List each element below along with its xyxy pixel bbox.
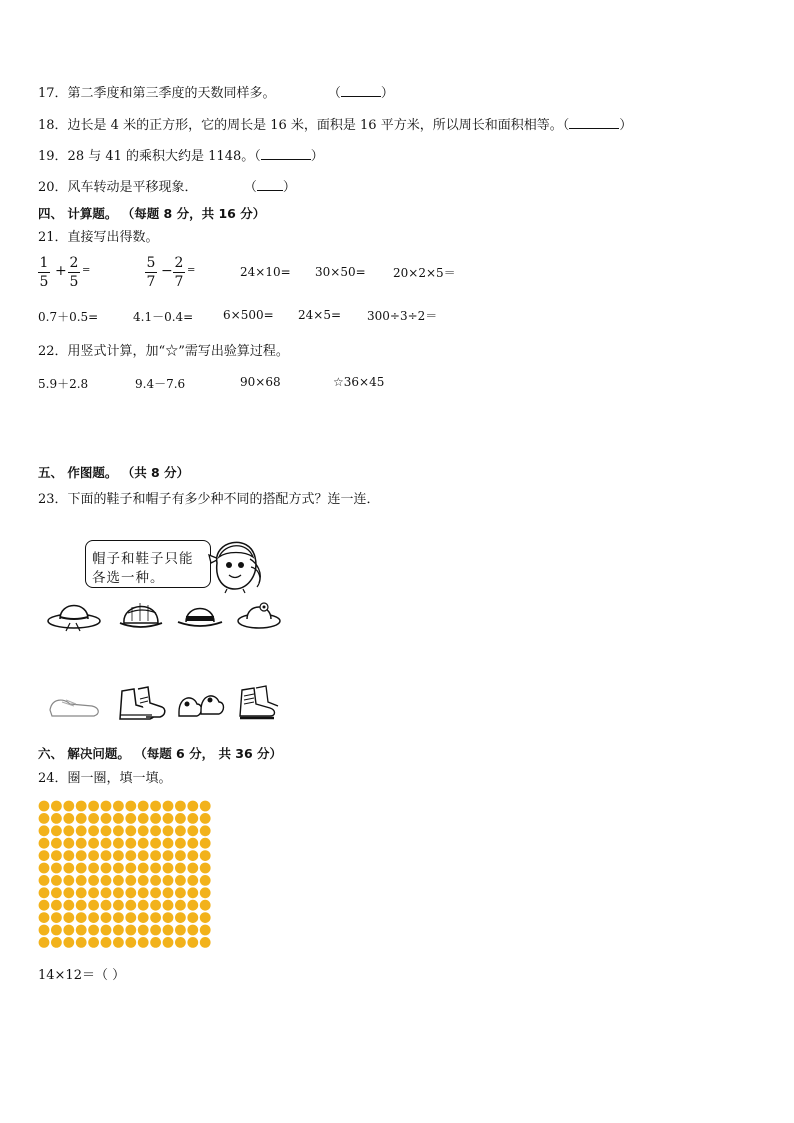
dot[interactable] [76, 801, 87, 812]
dot[interactable] [63, 900, 74, 911]
question-19-text: 19．28 与 41 的乘积大约是 1148。 [38, 149, 255, 164]
dot[interactable] [187, 887, 198, 898]
dot[interactable] [150, 825, 161, 836]
question-18-text: 18．边长是 4 米的正方形，它的周长是 16 米，面积是 16 平方米，所以周长和面积相等。 [38, 118, 563, 133]
dot[interactable] [88, 925, 99, 936]
dot[interactable] [76, 813, 87, 824]
dot[interactable] [150, 801, 161, 812]
dot[interactable] [63, 850, 74, 861]
dot[interactable] [88, 887, 99, 898]
dot[interactable] [88, 850, 99, 861]
kids-shoes-icon [175, 686, 227, 720]
dot[interactable] [187, 900, 198, 911]
dot[interactable] [150, 863, 161, 874]
dot[interactable] [113, 875, 124, 886]
dot[interactable] [200, 937, 211, 948]
question-21-text: 21．直接写出得数。 [38, 230, 159, 245]
dot[interactable] [150, 887, 161, 898]
section-4-heading: 四、 计算题。 （每题 8 分，共 16 分） [38, 206, 266, 221]
dot[interactable] [76, 825, 87, 836]
dot[interactable] [39, 925, 50, 936]
dot[interactable] [76, 937, 87, 948]
dot[interactable] [51, 863, 62, 874]
dot[interactable] [200, 925, 211, 936]
dot[interactable] [113, 887, 124, 898]
high-top-sneakers-icon [236, 684, 280, 722]
dot[interactable] [88, 912, 99, 923]
dot[interactable] [101, 813, 112, 824]
plus-operator: + [55, 263, 67, 279]
calc-item: 24×5= [298, 308, 342, 322]
dot[interactable] [175, 925, 186, 936]
dot[interactable] [88, 838, 99, 849]
dot[interactable] [51, 801, 62, 812]
dot[interactable] [200, 912, 211, 923]
dot[interactable] [200, 850, 211, 861]
dot[interactable] [39, 912, 50, 923]
question-20-text: 20．风车转动是平移现象． [38, 180, 198, 195]
dot[interactable] [51, 813, 62, 824]
question-19: 19．28 与 41 的乘积大约是 1148。（ ） [38, 149, 324, 164]
dot[interactable] [113, 912, 124, 923]
flower-hat-icon [236, 597, 282, 633]
dot[interactable] [39, 863, 50, 874]
dot[interactable] [125, 863, 136, 874]
dot[interactable] [138, 925, 149, 936]
answer-blank-19[interactable] [261, 147, 311, 160]
dot[interactable] [51, 937, 62, 948]
dot[interactable] [76, 838, 87, 849]
dot[interactable] [138, 875, 149, 886]
question-23-text: 23．下面的鞋子和帽子有多少种不同的搭配方式？连一连． [38, 492, 380, 507]
dot[interactable] [150, 925, 161, 936]
dot[interactable] [125, 925, 136, 936]
answer-blank-17[interactable] [341, 84, 381, 97]
dot[interactable] [39, 937, 50, 948]
dot[interactable] [138, 825, 149, 836]
dot[interactable] [175, 863, 186, 874]
vertical-calc-item: ☆36×45 [333, 375, 385, 389]
sneaker-icon [46, 690, 102, 720]
dot[interactable] [200, 900, 211, 911]
dot[interactable] [101, 801, 112, 812]
equals-sign: = [82, 265, 91, 276]
dot[interactable] [125, 813, 136, 824]
dot[interactable] [163, 887, 174, 898]
dot[interactable] [138, 813, 149, 824]
dot[interactable] [39, 875, 50, 886]
dot[interactable] [51, 900, 62, 911]
dot[interactable] [63, 912, 74, 923]
dot[interactable] [113, 801, 124, 812]
dot[interactable] [113, 925, 124, 936]
dot[interactable] [113, 813, 124, 824]
dot[interactable] [138, 900, 149, 911]
calc-item: 4.1－0.4= [133, 310, 194, 324]
dot[interactable] [125, 838, 136, 849]
dot[interactable] [187, 801, 198, 812]
dot[interactable] [51, 875, 62, 886]
dot[interactable] [163, 850, 174, 861]
dot[interactable] [51, 887, 62, 898]
dot[interactable] [187, 937, 198, 948]
question-24-equation: 14×12＝（ ） [38, 968, 126, 983]
dot-grid[interactable] [38, 800, 214, 950]
question-17: 17．第二季度和第三季度的天数同样多。 （ ） [38, 86, 394, 101]
dot[interactable] [200, 801, 211, 812]
calc-item: 0.7＋0.5= [38, 310, 99, 324]
dot[interactable] [175, 887, 186, 898]
dot[interactable] [175, 801, 186, 812]
dot[interactable] [88, 825, 99, 836]
fraction-1-5: 1 5 [39, 255, 49, 290]
dot[interactable] [51, 838, 62, 849]
dot[interactable] [101, 850, 112, 861]
dot[interactable] [101, 825, 112, 836]
dot[interactable] [200, 813, 211, 824]
dot[interactable] [113, 850, 124, 861]
dot[interactable] [63, 937, 74, 948]
dot[interactable] [63, 887, 74, 898]
calc-item: 300÷3÷2＝ [367, 309, 438, 323]
equals-sign: = [187, 265, 196, 276]
dot[interactable] [125, 825, 136, 836]
dot[interactable] [88, 813, 99, 824]
dot[interactable] [51, 912, 62, 923]
dot[interactable] [163, 925, 174, 936]
dot[interactable] [150, 813, 161, 824]
dot[interactable] [88, 863, 99, 874]
boots-icon [116, 683, 166, 723]
dot[interactable] [187, 825, 198, 836]
dot[interactable] [163, 813, 174, 824]
dot[interactable] [175, 937, 186, 948]
question-22-text: 22．用竖式计算，加“☆”需写出验算过程。 [38, 344, 289, 359]
dot[interactable] [200, 887, 211, 898]
dot[interactable] [39, 813, 50, 824]
calc-item: 6×500= [223, 308, 274, 322]
speech-bubble [85, 540, 211, 588]
answer-blank-18[interactable] [569, 116, 619, 129]
dot[interactable] [187, 838, 198, 849]
dot[interactable] [63, 838, 74, 849]
dot[interactable] [150, 937, 161, 948]
dot[interactable] [101, 838, 112, 849]
fraction-2-5: 2 5 [69, 255, 79, 290]
dot[interactable] [88, 900, 99, 911]
dot[interactable] [175, 912, 186, 923]
dot[interactable] [163, 825, 174, 836]
dot[interactable] [39, 850, 50, 861]
dot[interactable] [200, 875, 211, 886]
dot[interactable] [101, 925, 112, 936]
dot[interactable] [76, 900, 87, 911]
dot[interactable] [101, 937, 112, 948]
dot[interactable] [150, 850, 161, 861]
vertical-calc-item: 9.4－7.6 [135, 377, 186, 391]
dot[interactable] [76, 912, 87, 923]
dot[interactable] [175, 838, 186, 849]
question-18: 18．边长是 4 米的正方形，它的周长是 16 米，面积是 16 平方米，所以周长和面积相等。（ ） [38, 118, 633, 133]
dot[interactable] [63, 875, 74, 886]
calc-item: 20×2×5＝ [393, 266, 456, 280]
dot[interactable] [163, 863, 174, 874]
question-17-text: 17．第二季度和第三季度的天数同样多。 [38, 86, 276, 101]
fraction-5-7: 5 7 [146, 255, 156, 290]
dot[interactable] [125, 912, 136, 923]
dot[interactable] [163, 875, 174, 886]
dot[interactable] [175, 813, 186, 824]
dot[interactable] [51, 850, 62, 861]
dot[interactable] [76, 850, 87, 861]
dot[interactable] [88, 801, 99, 812]
dot[interactable] [39, 887, 50, 898]
minus-operator: − [161, 263, 173, 279]
dot[interactable] [138, 937, 149, 948]
vertical-calc-item: 5.9＋2.8 [38, 377, 89, 391]
dot[interactable] [88, 875, 99, 886]
question-24-text: 24．圈一圈，填一填。 [38, 771, 172, 786]
dot[interactable] [175, 850, 186, 861]
vertical-calc-item: 90×68 [240, 375, 281, 389]
dot[interactable] [175, 900, 186, 911]
dot[interactable] [138, 912, 149, 923]
dot[interactable] [163, 900, 174, 911]
dot[interactable] [125, 801, 136, 812]
dot[interactable] [76, 863, 87, 874]
section-6-heading: 六、 解决问题。 （每题 6 分， 共 36 分） [38, 746, 283, 761]
dot[interactable] [113, 900, 124, 911]
dot[interactable] [175, 875, 186, 886]
answer-blank-20[interactable] [257, 178, 283, 191]
dot[interactable] [125, 875, 136, 886]
dot[interactable] [200, 863, 211, 874]
dot[interactable] [125, 850, 136, 861]
dot[interactable] [39, 825, 50, 836]
dot[interactable] [101, 863, 112, 874]
dot[interactable] [175, 825, 186, 836]
dot[interactable] [39, 900, 50, 911]
dot[interactable] [101, 875, 112, 886]
dot[interactable] [187, 813, 198, 824]
dot[interactable] [39, 838, 50, 849]
fedora-hat-icon [176, 600, 224, 630]
dot[interactable] [187, 912, 198, 923]
dot[interactable] [187, 863, 198, 874]
dot[interactable] [51, 925, 62, 936]
girl-illustration [205, 533, 265, 593]
dot[interactable] [76, 925, 87, 936]
dot[interactable] [125, 900, 136, 911]
dot[interactable] [200, 838, 211, 849]
dot[interactable] [138, 850, 149, 861]
fraction-2-7: 2 7 [174, 255, 184, 290]
calc-item: 30×50= [315, 265, 366, 279]
dot[interactable] [187, 850, 198, 861]
dot[interactable] [125, 937, 136, 948]
dot[interactable] [63, 863, 74, 874]
dot[interactable] [63, 813, 74, 824]
bubble-line-1: 帽子和鞋子只能 [92, 551, 194, 567]
dot[interactable] [150, 875, 161, 886]
dot[interactable] [51, 825, 62, 836]
dot[interactable] [138, 801, 149, 812]
dot[interactable] [163, 838, 174, 849]
calc-item: 24×10= [240, 265, 291, 279]
dot[interactable] [150, 838, 161, 849]
dot[interactable] [63, 825, 74, 836]
dot[interactable] [138, 863, 149, 874]
dot[interactable] [150, 912, 161, 923]
dot[interactable] [138, 838, 149, 849]
dot[interactable] [163, 912, 174, 923]
dot[interactable] [187, 875, 198, 886]
question-20: 20．风车转动是平移现象． （ ） [38, 180, 296, 195]
dot[interactable] [200, 825, 211, 836]
dot[interactable] [163, 801, 174, 812]
dot[interactable] [39, 801, 50, 812]
bubble-line-2: 各选一种。 [92, 570, 165, 586]
dot[interactable] [113, 863, 124, 874]
dot[interactable] [150, 900, 161, 911]
dot[interactable] [63, 801, 74, 812]
dot[interactable] [101, 900, 112, 911]
dot[interactable] [101, 887, 112, 898]
dot[interactable] [101, 912, 112, 923]
dot[interactable] [163, 937, 174, 948]
dot[interactable] [138, 887, 149, 898]
dot[interactable] [63, 925, 74, 936]
dot[interactable] [76, 887, 87, 898]
dot[interactable] [113, 937, 124, 948]
section-5-heading: 五、 作图题。 （共 8 分） [38, 465, 190, 480]
dot[interactable] [113, 838, 124, 849]
straw-hat-icon [46, 597, 102, 633]
dot[interactable] [187, 925, 198, 936]
dot[interactable] [88, 937, 99, 948]
dot[interactable] [113, 825, 124, 836]
dot[interactable] [125, 887, 136, 898]
baseball-cap-icon [118, 597, 164, 633]
dot[interactable] [76, 875, 87, 886]
